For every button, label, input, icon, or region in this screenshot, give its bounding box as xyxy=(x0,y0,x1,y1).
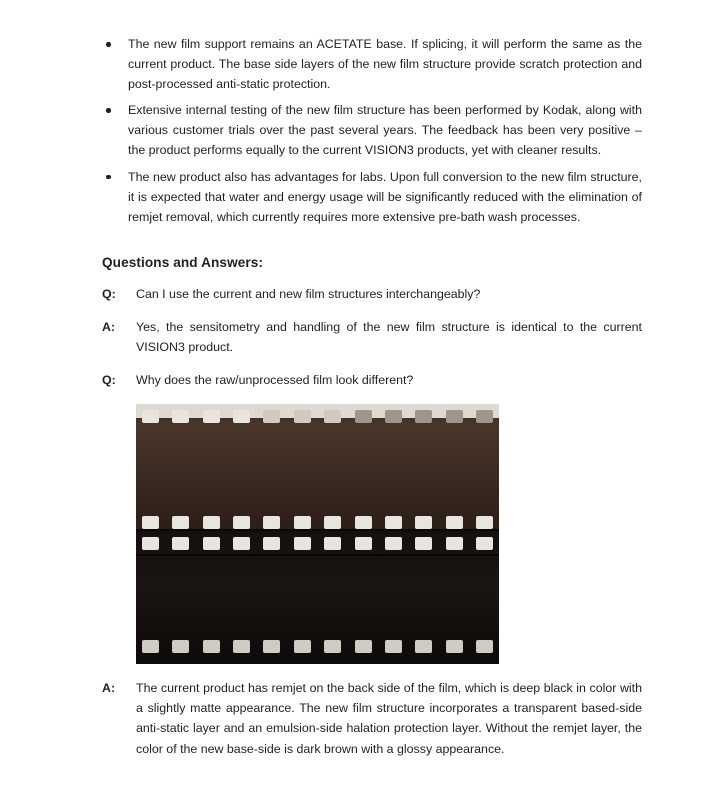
perforation xyxy=(142,537,159,550)
qa-text: Can I use the current and new film structures interchangeably? xyxy=(136,286,481,301)
perforation xyxy=(172,516,189,529)
list-item: The new product also has advantages for labs. Upon full conversion to the new film structure, it is expected that water and energy usage will be significantly reduced with the elimination of remjet removal, which currently requires more extensive pre-bath wash processes. xyxy=(92,167,642,227)
perforation xyxy=(142,410,159,423)
qa-row-question-2 xyxy=(92,370,642,390)
list-item: Extensive internal testing of the new film structure has been performed by Kodak, along with various customer trials over the past several years. The feedback has been very positive – the product performs equally to the current VISION3 products, yet with cleaner results. xyxy=(92,100,642,160)
perforation xyxy=(355,537,372,550)
perforation xyxy=(324,640,341,653)
perforation xyxy=(324,516,341,529)
perforation-row xyxy=(136,537,499,552)
perforation xyxy=(294,640,311,653)
qa-row-answer-2 xyxy=(92,678,642,758)
perforation xyxy=(385,410,402,423)
perforation xyxy=(203,537,220,550)
perforation xyxy=(476,640,493,653)
perforation xyxy=(142,640,159,653)
perforation xyxy=(446,640,463,653)
perforation xyxy=(415,640,432,653)
perforation xyxy=(355,516,372,529)
perforation xyxy=(355,640,372,653)
perforation xyxy=(385,640,402,653)
perforation xyxy=(233,537,250,550)
perforation xyxy=(476,516,493,529)
perforation-row xyxy=(136,410,499,425)
perforation xyxy=(233,410,250,423)
qa-text: Yes, the sensitometry and handling of the new film structure is identical to the current VISION3 product. xyxy=(136,319,642,355)
perforation xyxy=(476,410,493,423)
qa-label: Q: xyxy=(102,286,116,301)
film-frame-line xyxy=(136,554,499,556)
qa-row-answer-1 xyxy=(92,317,642,357)
perforation xyxy=(324,410,341,423)
perforation xyxy=(415,537,432,550)
perforation xyxy=(233,516,250,529)
perforation xyxy=(294,537,311,550)
perforation xyxy=(446,410,463,423)
perforation xyxy=(172,640,189,653)
perforation xyxy=(233,640,250,653)
perforation xyxy=(172,410,189,423)
perforation xyxy=(203,640,220,653)
perforation xyxy=(263,640,280,653)
perforation xyxy=(476,537,493,550)
perforation xyxy=(385,516,402,529)
bullet-list xyxy=(92,34,642,227)
qa-label: A: xyxy=(102,681,116,696)
perforation xyxy=(446,537,463,550)
perforation xyxy=(203,516,220,529)
perforation xyxy=(294,516,311,529)
perforation xyxy=(355,410,372,423)
perforation xyxy=(203,410,220,423)
perforation xyxy=(142,516,159,529)
perforation xyxy=(385,537,402,550)
perforation xyxy=(263,537,280,550)
list-item: The new film support remains an ACETATE base. If splicing, it will perform the same as the current product. The base side layers of the new film structure provide scratch protection and post-processed anti-static protection. xyxy=(92,34,642,94)
questions-answers-block xyxy=(92,284,642,759)
perforation xyxy=(263,516,280,529)
film-strip-comparison-photo xyxy=(136,404,499,664)
perforation xyxy=(415,516,432,529)
perforation xyxy=(415,410,432,423)
perforation xyxy=(324,537,341,550)
section-heading: Questions and Answers: xyxy=(102,254,264,270)
qa-row-question-1 xyxy=(92,284,642,304)
perforation xyxy=(446,516,463,529)
qa-label: A: xyxy=(102,319,116,334)
perforation xyxy=(172,537,189,550)
perforation-row xyxy=(136,640,499,655)
qa-text: The current product has remjet on the back side of the film, which is deep black in color with a slightly matte appearance. The new film structure incorporates a transparent based-side anti-static layer and an emulsion-side halation protection layer. Without the remjet layer, the color of the new base-side is dark brown with a glossy appearance. xyxy=(136,681,642,756)
perforation xyxy=(263,410,280,423)
perforation-row xyxy=(136,516,499,531)
qa-text: Why does the raw/unprocessed film look different? xyxy=(136,373,414,388)
perforation xyxy=(294,410,311,423)
qa-label: Q: xyxy=(102,373,116,388)
